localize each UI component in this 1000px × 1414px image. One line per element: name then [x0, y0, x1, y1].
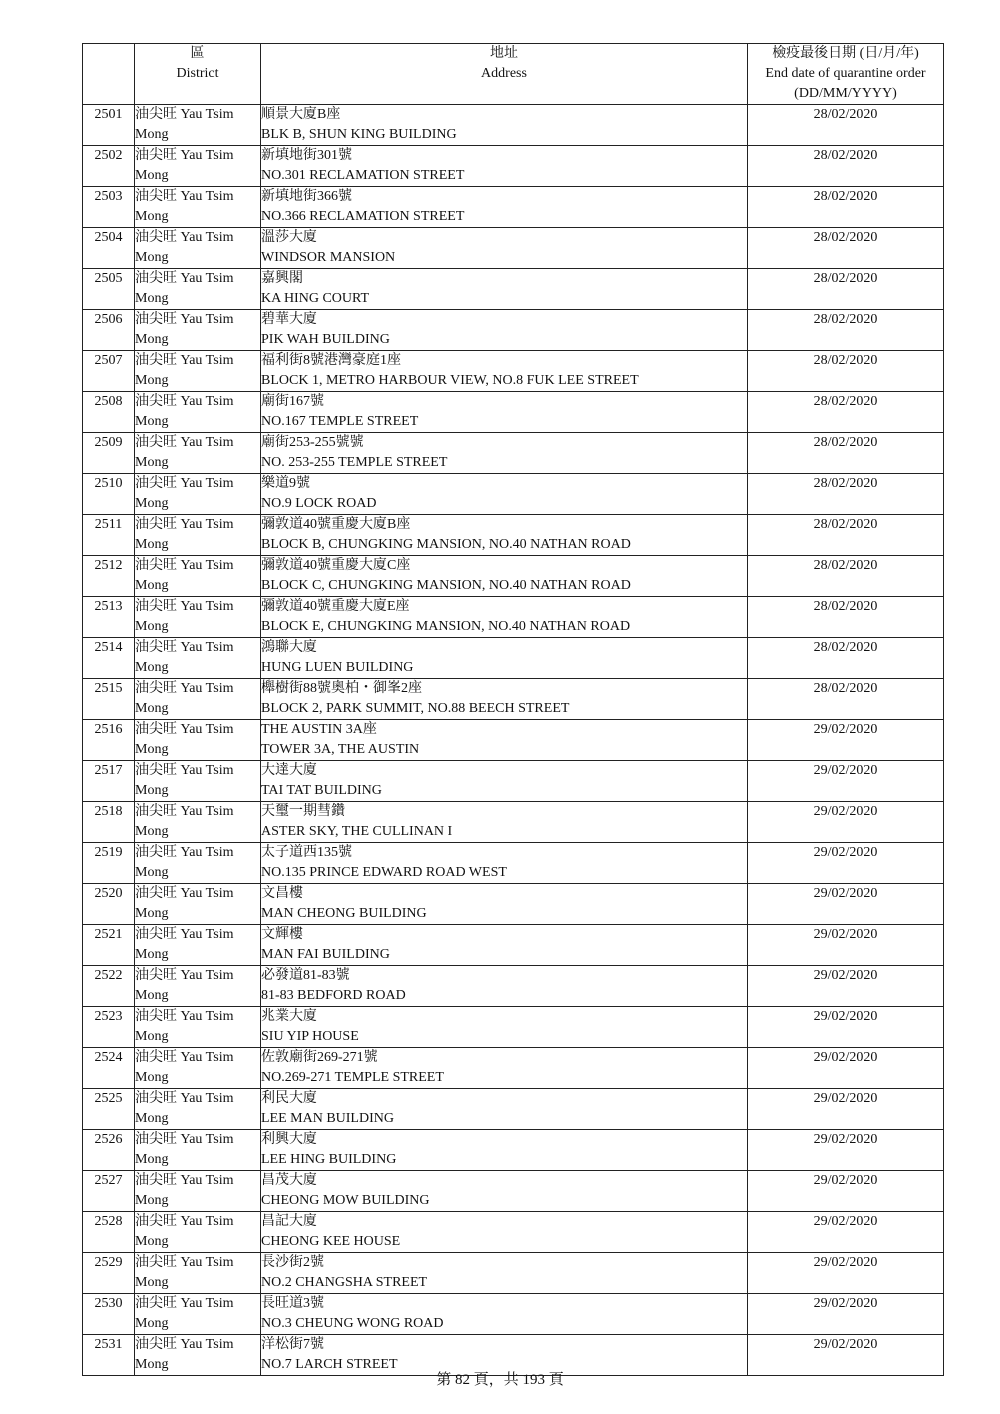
address-en: LEE HING BUILDING — [261, 1152, 397, 1167]
district-zh: 油尖旺 Yau Tsim — [135, 722, 234, 737]
address-en: BLK B, SHUN KING BUILDING — [261, 127, 457, 142]
row-number: 2531 — [83, 1335, 135, 1376]
row-number: 2530 — [83, 1294, 135, 1335]
row-end-date: 29/02/2020 — [748, 1171, 944, 1212]
address-en: PIK WAH BUILDING — [261, 332, 390, 347]
quarantine-address-table — [82, 43, 944, 1376]
header-address-zh: 地址 — [490, 46, 518, 61]
table-row — [83, 966, 944, 1007]
address-zh: 文昌樓 — [261, 886, 303, 901]
address-en: NO.3 CHEUNG WONG ROAD — [261, 1316, 444, 1331]
table-row — [83, 843, 944, 884]
address-en: CHEONG MOW BUILDING — [261, 1193, 430, 1208]
row-number: 2502 — [83, 146, 135, 187]
district-en: Mong — [135, 1193, 169, 1208]
row-number: 2527 — [83, 1171, 135, 1212]
district-zh: 油尖旺 Yau Tsim — [135, 476, 234, 491]
address-en: ASTER SKY, THE CULLINAN I — [261, 824, 453, 839]
district-zh: 油尖旺 Yau Tsim — [135, 435, 234, 450]
district-zh: 油尖旺 Yau Tsim — [135, 599, 234, 614]
row-number: 2526 — [83, 1130, 135, 1171]
row-district — [135, 597, 261, 638]
address-en: BLOCK C, CHUNGKING MANSION, NO.40 NATHAN ROAD — [261, 578, 631, 593]
district-en: Mong — [135, 865, 169, 880]
district-en: Mong — [135, 578, 169, 593]
address-en: NO. 253-255 TEMPLE STREET — [261, 455, 448, 470]
row-number: 2504 — [83, 228, 135, 269]
district-zh: 油尖旺 Yau Tsim — [135, 1173, 234, 1188]
row-address — [261, 474, 748, 515]
table-row — [83, 1007, 944, 1048]
row-end-date: 28/02/2020 — [748, 556, 944, 597]
address-zh: 廟街253-255號號 — [261, 435, 364, 450]
district-en: Mong — [135, 1275, 169, 1290]
table-row — [83, 679, 944, 720]
table-row — [83, 474, 944, 515]
district-zh: 油尖旺 Yau Tsim — [135, 189, 234, 204]
row-district — [135, 679, 261, 720]
address-zh: 彌敦道40號重慶大廈C座 — [261, 558, 411, 573]
district-en: Mong — [135, 1070, 169, 1085]
table-row — [83, 1171, 944, 1212]
district-en: Mong — [135, 619, 169, 634]
address-en: SIU YIP HOUSE — [261, 1029, 359, 1044]
row-address — [261, 843, 748, 884]
row-district — [135, 146, 261, 187]
table-row — [83, 433, 944, 474]
district-en: Mong — [135, 168, 169, 183]
district-zh: 油尖旺 Yau Tsim — [135, 271, 234, 286]
address-en: NO.2 CHANGSHA STREET — [261, 1275, 428, 1290]
address-zh: 必發道81-83號 — [261, 968, 350, 983]
table-row — [83, 269, 944, 310]
district-en: Mong — [135, 1111, 169, 1126]
row-address — [261, 1007, 748, 1048]
address-zh: 大達大廈 — [261, 763, 317, 778]
address-zh: 洋松街7號 — [261, 1337, 324, 1352]
header-number — [83, 44, 135, 105]
table-row — [83, 1130, 944, 1171]
row-address — [261, 1294, 748, 1335]
row-number: 2517 — [83, 761, 135, 802]
district-en: Mong — [135, 1357, 169, 1372]
district-zh: 油尖旺 Yau Tsim — [135, 517, 234, 532]
header-address — [261, 44, 748, 105]
address-zh: 利民大廈 — [261, 1091, 317, 1106]
district-zh: 油尖旺 Yau Tsim — [135, 927, 234, 942]
district-en: Mong — [135, 414, 169, 429]
row-district — [135, 556, 261, 597]
row-district — [135, 1212, 261, 1253]
address-en: 81-83 BEDFORD ROAD — [261, 988, 406, 1003]
row-number: 2523 — [83, 1007, 135, 1048]
address-zh: 福利街8號港灣豪庭1座 — [261, 353, 401, 368]
district-en: Mong — [135, 906, 169, 921]
district-zh: 油尖旺 Yau Tsim — [135, 804, 234, 819]
row-end-date: 28/02/2020 — [748, 105, 944, 146]
table-row — [83, 556, 944, 597]
address-en: BLOCK B, CHUNGKING MANSION, NO.40 NATHAN ROAD — [261, 537, 631, 552]
district-zh: 油尖旺 Yau Tsim — [135, 1296, 234, 1311]
address-zh: 嘉興閣 — [261, 271, 303, 286]
page-footer: 第 82 頁，共 193 頁 — [436, 1372, 564, 1388]
address-en: NO.301 RECLAMATION STREET — [261, 168, 465, 183]
row-end-date: 28/02/2020 — [748, 638, 944, 679]
district-en: Mong — [135, 742, 169, 757]
row-address — [261, 802, 748, 843]
row-end-date: 28/02/2020 — [748, 351, 944, 392]
district-zh: 油尖旺 Yau Tsim — [135, 1214, 234, 1229]
address-zh: 新填地街366號 — [261, 189, 352, 204]
row-number: 2508 — [83, 392, 135, 433]
row-district — [135, 187, 261, 228]
row-number: 2501 — [83, 105, 135, 146]
row-end-date: 28/02/2020 — [748, 269, 944, 310]
row-end-date: 28/02/2020 — [748, 187, 944, 228]
district-en: Mong — [135, 291, 169, 306]
row-address — [261, 1171, 748, 1212]
row-district — [135, 1048, 261, 1089]
district-en: Mong — [135, 824, 169, 839]
address-zh: 天璽一期彗鑽 — [261, 804, 345, 819]
row-district — [135, 884, 261, 925]
address-en: LEE MAN BUILDING — [261, 1111, 394, 1126]
row-district — [135, 638, 261, 679]
district-en: Mong — [135, 496, 169, 511]
district-en: Mong — [135, 537, 169, 552]
row-end-date: 29/02/2020 — [748, 1130, 944, 1171]
table-row — [83, 105, 944, 146]
row-number: 2522 — [83, 966, 135, 1007]
row-end-date: 29/02/2020 — [748, 1294, 944, 1335]
district-zh: 油尖旺 Yau Tsim — [135, 968, 234, 983]
row-address — [261, 1048, 748, 1089]
row-end-date: 29/02/2020 — [748, 1335, 944, 1376]
row-address — [261, 556, 748, 597]
table-row — [83, 515, 944, 556]
row-address — [261, 1253, 748, 1294]
row-end-date: 29/02/2020 — [748, 1212, 944, 1253]
row-end-date: 29/02/2020 — [748, 925, 944, 966]
address-zh: 佐敦廟街269-271號 — [261, 1050, 378, 1065]
row-address — [261, 515, 748, 556]
address-en: TOWER 3A, THE AUSTIN — [261, 742, 420, 757]
row-address — [261, 187, 748, 228]
address-zh: 長旺道3號 — [261, 1296, 324, 1311]
address-zh: 樂道9號 — [261, 476, 310, 491]
district-en: Mong — [135, 1316, 169, 1331]
district-zh: 油尖旺 Yau Tsim — [135, 1050, 234, 1065]
district-zh: 油尖旺 Yau Tsim — [135, 886, 234, 901]
row-end-date: 28/02/2020 — [748, 679, 944, 720]
table-row — [83, 310, 944, 351]
row-district — [135, 351, 261, 392]
address-zh: 利興大廈 — [261, 1132, 317, 1147]
row-end-date: 28/02/2020 — [748, 146, 944, 187]
row-address — [261, 597, 748, 638]
row-end-date: 28/02/2020 — [748, 310, 944, 351]
row-end-date: 28/02/2020 — [748, 392, 944, 433]
table-row — [83, 146, 944, 187]
row-end-date: 28/02/2020 — [748, 228, 944, 269]
table-row — [83, 228, 944, 269]
district-en: Mong — [135, 988, 169, 1003]
address-en: NO.7 LARCH STREET — [261, 1357, 398, 1372]
row-district — [135, 720, 261, 761]
row-district — [135, 474, 261, 515]
row-number: 2509 — [83, 433, 135, 474]
district-zh: 油尖旺 Yau Tsim — [135, 845, 234, 860]
header-date-en: End date of quarantine order — [765, 66, 926, 81]
row-district — [135, 269, 261, 310]
address-zh: 彌敦道40號重慶大廈E座 — [261, 599, 410, 614]
address-zh: 彌敦道40號重慶大廈B座 — [261, 517, 411, 532]
row-number: 2511 — [83, 515, 135, 556]
row-address — [261, 228, 748, 269]
row-number: 2512 — [83, 556, 135, 597]
row-number: 2505 — [83, 269, 135, 310]
address-zh: 溫莎大廈 — [261, 230, 317, 245]
row-end-date: 28/02/2020 — [748, 474, 944, 515]
table-row — [83, 638, 944, 679]
address-en: CHEONG KEE HOUSE — [261, 1234, 401, 1249]
row-end-date: 29/02/2020 — [748, 843, 944, 884]
header-district — [135, 44, 261, 105]
table-header — [83, 44, 944, 105]
address-en: NO.167 TEMPLE STREET — [261, 414, 419, 429]
row-address — [261, 884, 748, 925]
address-zh: 兆業大廈 — [261, 1009, 317, 1024]
row-number: 2519 — [83, 843, 135, 884]
district-zh: 油尖旺 Yau Tsim — [135, 763, 234, 778]
row-address — [261, 351, 748, 392]
row-number: 2510 — [83, 474, 135, 515]
district-zh: 油尖旺 Yau Tsim — [135, 558, 234, 573]
row-address — [261, 105, 748, 146]
row-number: 2503 — [83, 187, 135, 228]
row-district — [135, 1089, 261, 1130]
table-row — [83, 351, 944, 392]
address-zh: 太子道西135號 — [261, 845, 352, 860]
address-en: BLOCK E, CHUNGKING MANSION, NO.40 NATHAN ROAD — [261, 619, 631, 634]
row-address — [261, 966, 748, 1007]
table-row — [83, 392, 944, 433]
district-en: Mong — [135, 373, 169, 388]
address-zh: 鴻聯大廈 — [261, 640, 317, 655]
table-row — [83, 187, 944, 228]
row-address — [261, 433, 748, 474]
row-end-date: 29/02/2020 — [748, 1253, 944, 1294]
header-date-format: (DD/MM/YYYY) — [794, 86, 897, 101]
row-district — [135, 1253, 261, 1294]
district-en: Mong — [135, 1029, 169, 1044]
row-address — [261, 1212, 748, 1253]
address-en: TAI TAT BUILDING — [261, 783, 382, 798]
district-zh: 油尖旺 Yau Tsim — [135, 640, 234, 655]
address-zh: 文輝樓 — [261, 927, 303, 942]
address-en: MAN FAI BUILDING — [261, 947, 390, 962]
district-en: Mong — [135, 332, 169, 347]
address-en: NO.366 RECLAMATION STREET — [261, 209, 465, 224]
address-zh: 碧華大廈 — [261, 312, 317, 327]
row-number: 2507 — [83, 351, 135, 392]
address-en: MAN CHEONG BUILDING — [261, 906, 427, 921]
district-zh: 油尖旺 Yau Tsim — [135, 148, 234, 163]
table-body — [83, 105, 944, 1376]
row-district — [135, 515, 261, 556]
row-end-date: 29/02/2020 — [748, 1007, 944, 1048]
address-en: KA HING COURT — [261, 291, 370, 306]
row-number: 2513 — [83, 597, 135, 638]
district-zh: 油尖旺 Yau Tsim — [135, 394, 234, 409]
district-zh: 油尖旺 Yau Tsim — [135, 1132, 234, 1147]
row-district — [135, 925, 261, 966]
district-zh: 油尖旺 Yau Tsim — [135, 312, 234, 327]
row-district — [135, 310, 261, 351]
row-number: 2506 — [83, 310, 135, 351]
district-en: Mong — [135, 209, 169, 224]
district-en: Mong — [135, 783, 169, 798]
row-end-date: 29/02/2020 — [748, 761, 944, 802]
row-address — [261, 146, 748, 187]
header-district-en: District — [176, 66, 219, 81]
row-end-date: 29/02/2020 — [748, 802, 944, 843]
address-zh: 新填地街301號 — [261, 148, 352, 163]
address-en: BLOCK 2, PARK SUMMIT, NO.88 BEECH STREET — [261, 701, 570, 716]
row-district — [135, 1007, 261, 1048]
district-en: Mong — [135, 701, 169, 716]
row-number: 2528 — [83, 1212, 135, 1253]
row-district — [135, 1171, 261, 1212]
address-zh: 櫸樹街88號奧柏・御峯2座 — [261, 681, 422, 696]
district-en: Mong — [135, 1234, 169, 1249]
row-end-date: 28/02/2020 — [748, 433, 944, 474]
row-number: 2514 — [83, 638, 135, 679]
header-end-date — [748, 44, 944, 105]
row-end-date: 29/02/2020 — [748, 884, 944, 925]
row-number: 2525 — [83, 1089, 135, 1130]
row-number: 2521 — [83, 925, 135, 966]
row-address — [261, 392, 748, 433]
table-row — [83, 597, 944, 638]
table-row — [83, 884, 944, 925]
address-zh: 昌記大廈 — [261, 1214, 317, 1229]
address-en: NO.9 LOCK ROAD — [261, 496, 377, 511]
row-end-date: 29/02/2020 — [748, 1089, 944, 1130]
district-en: Mong — [135, 1152, 169, 1167]
row-address — [261, 638, 748, 679]
district-en: Mong — [135, 455, 169, 470]
row-end-date: 29/02/2020 — [748, 1048, 944, 1089]
row-number: 2529 — [83, 1253, 135, 1294]
row-address — [261, 1130, 748, 1171]
district-en: Mong — [135, 127, 169, 142]
row-number: 2516 — [83, 720, 135, 761]
table-row — [83, 802, 944, 843]
address-zh: 昌茂大廈 — [261, 1173, 317, 1188]
row-district — [135, 105, 261, 146]
district-zh: 油尖旺 Yau Tsim — [135, 230, 234, 245]
address-en: HUNG LUEN BUILDING — [261, 660, 414, 675]
district-zh: 油尖旺 Yau Tsim — [135, 1337, 234, 1352]
row-district — [135, 802, 261, 843]
table-row — [83, 761, 944, 802]
row-end-date: 29/02/2020 — [748, 720, 944, 761]
address-zh: 長沙街2號 — [261, 1255, 324, 1270]
district-zh: 油尖旺 Yau Tsim — [135, 107, 234, 122]
row-number: 2524 — [83, 1048, 135, 1089]
row-address — [261, 310, 748, 351]
row-district — [135, 392, 261, 433]
row-address — [261, 269, 748, 310]
row-end-date: 29/02/2020 — [748, 966, 944, 1007]
row-address — [261, 679, 748, 720]
row-district — [135, 761, 261, 802]
table-row — [83, 1048, 944, 1089]
row-district — [135, 228, 261, 269]
header-date-zh: 檢疫最後日期 (日/月/年) — [772, 46, 919, 61]
address-en: NO.135 PRINCE EDWARD ROAD WEST — [261, 865, 507, 880]
table-row — [83, 1089, 944, 1130]
row-district — [135, 1130, 261, 1171]
row-district — [135, 433, 261, 474]
district-en: Mong — [135, 947, 169, 962]
row-address — [261, 925, 748, 966]
row-number: 2515 — [83, 679, 135, 720]
district-en: Mong — [135, 660, 169, 675]
table-row — [83, 1253, 944, 1294]
row-district — [135, 843, 261, 884]
address-zh: 廟街167號 — [261, 394, 324, 409]
address-zh: THE AUSTIN 3A座 — [261, 722, 377, 737]
district-zh: 油尖旺 Yau Tsim — [135, 681, 234, 696]
row-district — [135, 1294, 261, 1335]
district-zh: 油尖旺 Yau Tsim — [135, 353, 234, 368]
row-end-date: 28/02/2020 — [748, 515, 944, 556]
district-en: Mong — [135, 250, 169, 265]
row-number: 2520 — [83, 884, 135, 925]
row-address — [261, 761, 748, 802]
address-en: BLOCK 1, METRO HARBOUR VIEW, NO.8 FUK LEE STREET — [261, 373, 639, 388]
row-end-date: 28/02/2020 — [748, 597, 944, 638]
table-row — [83, 1294, 944, 1335]
table-row — [83, 925, 944, 966]
row-address — [261, 1089, 748, 1130]
address-en: NO.269-271 TEMPLE STREET — [261, 1070, 444, 1085]
district-zh: 油尖旺 Yau Tsim — [135, 1255, 234, 1270]
district-zh: 油尖旺 Yau Tsim — [135, 1009, 234, 1024]
row-number: 2518 — [83, 802, 135, 843]
row-address — [261, 720, 748, 761]
header-address-en: Address — [481, 66, 527, 81]
address-zh: 順景大廈B座 — [261, 107, 341, 122]
address-en: WINDSOR MANSION — [261, 250, 396, 265]
table-row — [83, 1212, 944, 1253]
table-row — [83, 720, 944, 761]
header-district-zh: 區 — [190, 46, 205, 61]
district-zh: 油尖旺 Yau Tsim — [135, 1091, 234, 1106]
row-district — [135, 966, 261, 1007]
